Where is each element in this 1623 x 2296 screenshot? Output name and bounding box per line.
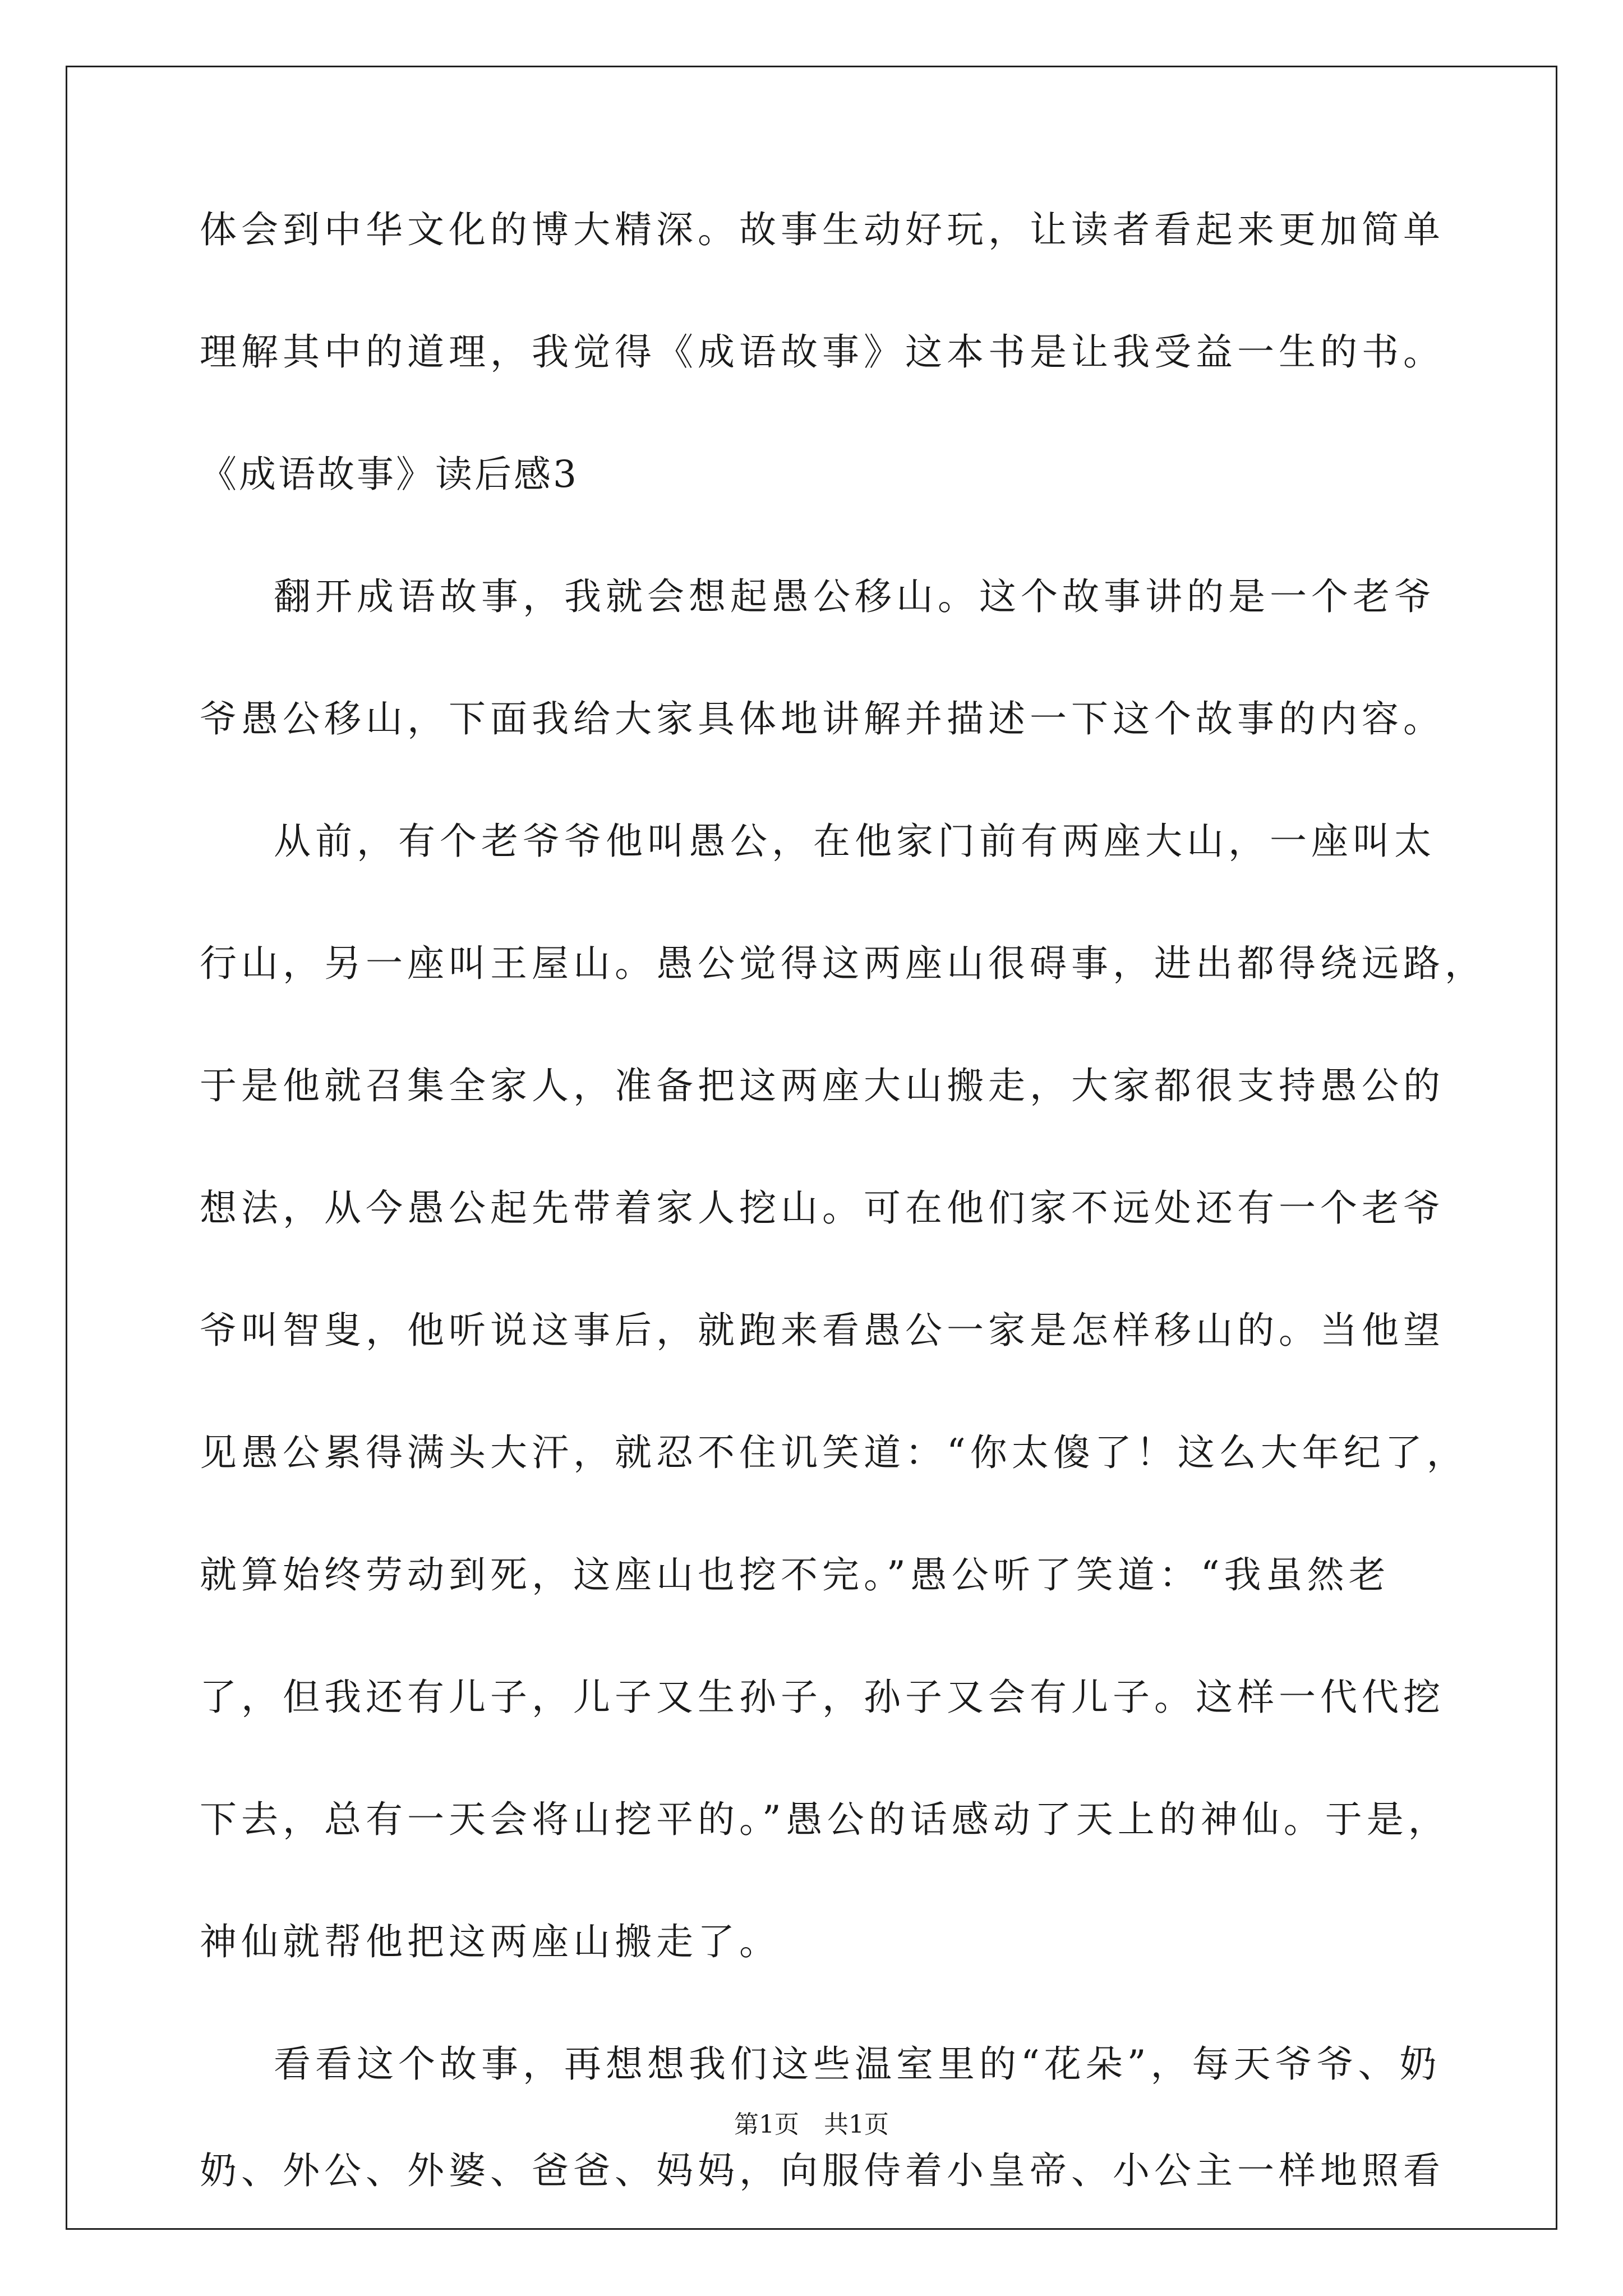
intro-line-1: 体会到中华文化的博大精深。故事生动好玩，让读者看起来更加简单 [200,208,1445,251]
page-border [66,66,1557,2230]
paragraph-3-line-2: 奶、外公、外婆、爸爸、妈妈，向服侍着小皇帝、小公主一样地照看 [200,2149,1445,2192]
paragraph-2-line-4: 想法，从今愚公起先带着家人挖山。可在他们家不远处还有一个老爷 [200,1186,1445,1230]
paragraph-2-line-7: 就算始终劳动到死，这座山也挖不完。”愚公听了笑道：“我虽然老 [200,1553,1390,1596]
intro-line-2: 理解其中的道理，我觉得《成语故事》这本书是让我受益一生的书。 [200,330,1445,374]
paragraph-2-line-1: 从前，有个老爷爷他叫愚公，在他家门前有两座大山，一座叫太 [274,820,1436,863]
paragraph-2-line-8: 了，但我还有儿子，儿子又生孙子，孙子又会有儿子。这样一代代挖 [200,1676,1445,1719]
paragraph-2-line-3: 于是他就召集全家人，准备把这两座大山搬走，大家都很支持愚公的 [200,1064,1445,1107]
section-heading: 《成语故事》读后感3 [200,453,579,496]
page-number: 第1页 共1页 [734,2110,889,2139]
paragraph-1-line-1: 翻开成语故事，我就会想起愚公移山。这个故事讲的是一个老爷 [274,575,1436,618]
paragraph-2-line-2: 行山，另一座叫王屋山。愚公觉得这两座山很碍事，进出都得绕远路， [200,942,1486,985]
paragraph-1-line-2: 爷愚公移山，下面我给大家具体地讲解并描述一下这个故事的内容。 [200,697,1445,740]
paragraph-2-line-5: 爷叫智叟，他听说这事后，就跑来看愚公一家是怎样移山的。当他望 [200,1309,1445,1352]
paragraph-2-line-6: 见愚公累得满头大汗，就忍不住讥笑道：“你太傻了！这么大年纪了， [200,1431,1468,1474]
paragraph-2-line-10: 神仙就帮他把这两座山搬走了。 [200,1920,781,1963]
paragraph-3-line-1: 看看这个故事，再想想我们这些温室里的“花朵”，每天爷爷、奶 [274,2042,1441,2086]
paragraph-2-line-9: 下去，总有一天会将山挖平的。”愚公的话感动了天上的神仙。于是， [200,1798,1450,1841]
